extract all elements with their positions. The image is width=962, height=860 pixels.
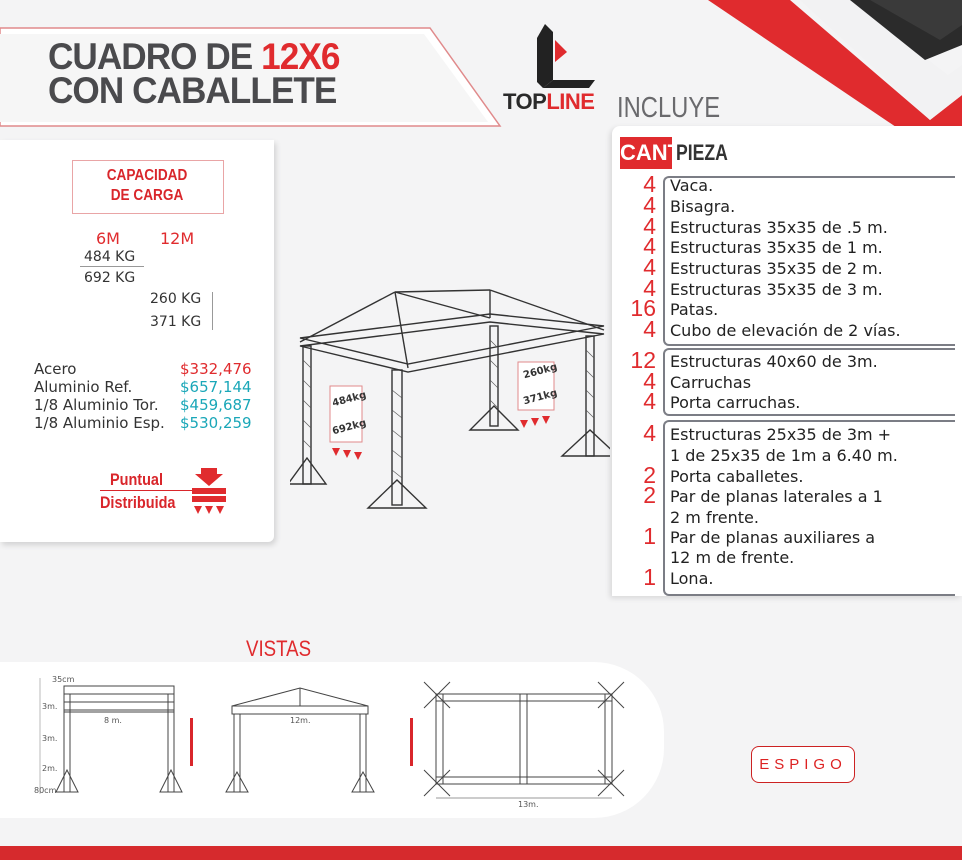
price-label: 1/8 Aluminio Tor.	[34, 396, 159, 414]
item-piece: Estructuras 35x35 de .5 m.	[670, 218, 888, 237]
load-left-top: 484kg	[331, 389, 368, 410]
load-right-top: 260kg	[522, 361, 559, 382]
vistas-separator-1	[190, 718, 193, 766]
logo-part1: TOP	[503, 89, 547, 114]
item-quantity: 4	[643, 233, 656, 259]
item-quantity: 1	[643, 564, 656, 590]
item-piece: Par de planas auxiliares a	[670, 528, 876, 547]
vistas-separator-2	[410, 718, 413, 766]
item-quantity: 4	[643, 368, 656, 394]
item-piece: Estructuras 35x35 de 1 m.	[670, 238, 883, 257]
legend-distribuida: Distribuida	[100, 493, 176, 512]
item-piece: 1 de 25x35 de 1m a 6.40 m.	[670, 446, 898, 465]
capacity-title	[83, 166, 211, 206]
item-quantity: 12	[630, 347, 656, 373]
side-view-drawing	[222, 682, 382, 797]
item-piece: Patas.	[670, 300, 719, 319]
item-piece: Estructuras 25x35 de 3m +	[670, 425, 892, 444]
logo-part2: LINE	[546, 89, 595, 114]
capacity-6m-value-2: 692 KG	[84, 270, 136, 286]
price-value: $459,687	[180, 396, 252, 414]
page-title	[48, 36, 340, 111]
capacity-title-line2: DE CARGA	[110, 187, 184, 204]
title-line1-highlight: 12X6	[261, 36, 340, 77]
capacity-col2-header: 12M	[160, 229, 195, 248]
logo-text	[503, 89, 594, 115]
item-quantity: 4	[643, 192, 656, 218]
item-quantity: 4	[643, 171, 656, 197]
price-value: $530,259	[180, 414, 252, 432]
side-label-12m: 12m.	[290, 716, 311, 725]
front-label-8m: 8 m.	[104, 716, 122, 725]
item-piece: 2 m frente.	[670, 508, 759, 527]
column-header-quantity: CANT.	[620, 137, 672, 169]
title-line1-prefix: CUADRO DE	[48, 36, 262, 77]
legend-divider	[100, 490, 192, 491]
column-header-piece: PIEZA	[676, 140, 728, 165]
legend-puntual: Puntual	[110, 470, 163, 489]
item-piece: Estructuras 35x35 de 2 m.	[670, 259, 883, 278]
item-piece: Lona.	[670, 569, 714, 588]
vistas-title: VISTAS	[246, 636, 312, 661]
item-piece: Estructuras 35x35 de 3 m.	[670, 280, 883, 299]
item-piece: Carruchas	[670, 373, 752, 392]
item-piece: 12 m de frente.	[670, 548, 795, 567]
capacity-col1-header: 6M	[96, 229, 120, 248]
item-piece: Vaca.	[670, 176, 714, 195]
load-arrows-icon	[190, 466, 228, 518]
item-quantity: 2	[643, 482, 656, 508]
title-line2: CON CABALLETE	[48, 70, 337, 111]
capacity-title-line1: CAPACIDAD	[106, 167, 188, 184]
front-label-3m-a: 3m.	[42, 702, 58, 711]
capacity-12m-value-2: 371 KG	[150, 314, 202, 330]
price-label: 1/8 Aluminio Esp.	[34, 414, 165, 432]
front-label-3m-b: 3m.	[42, 734, 58, 743]
item-quantity: 4	[643, 275, 656, 301]
load-right-bottom: 371kg	[522, 387, 559, 408]
bottom-accent-bar	[0, 846, 962, 860]
topline-logo-icon	[515, 22, 605, 92]
item-quantity: 4	[643, 254, 656, 280]
item-piece: Porta caballetes.	[670, 467, 804, 486]
item-piece: Porta carruchas.	[670, 393, 801, 412]
front-label-2m: 2m.	[42, 764, 58, 773]
price-value: $332,476	[180, 360, 252, 378]
top-label-13m: 13m.	[518, 800, 539, 809]
price-label: Aluminio Ref.	[34, 378, 133, 396]
item-quantity: 1	[643, 523, 656, 549]
item-piece: Cubo de elevación de 2 vías.	[670, 321, 901, 340]
item-quantity: 4	[643, 213, 656, 239]
capacity-divider-vertical	[212, 292, 213, 330]
front-label-35cm: 35cm	[52, 675, 75, 684]
includes-title: INCLUYE	[617, 92, 721, 124]
item-piece: Par de planas laterales a 1	[670, 487, 883, 506]
item-quantity: 4	[643, 388, 656, 414]
item-quantity: 2	[643, 462, 656, 488]
load-left-bottom: 692kg	[331, 417, 368, 438]
item-piece: Bisagra.	[670, 197, 736, 216]
price-value: $657,144	[180, 378, 252, 396]
price-label: Acero	[34, 360, 77, 378]
front-label-80cm: 80cm	[34, 786, 57, 795]
item-quantity: 4	[643, 420, 656, 446]
espigo-brand-button[interactable]: ESPIGO	[751, 746, 855, 783]
capacity-6m-value-1: 484 KG	[84, 249, 136, 265]
capacity-divider	[80, 266, 144, 267]
capacity-12m-value-1: 260 KG	[150, 291, 202, 307]
item-quantity: 4	[643, 316, 656, 342]
item-piece: Estructuras 40x60 de 3m.	[670, 352, 878, 371]
item-quantity: 16	[630, 295, 656, 321]
top-view-drawing	[420, 680, 640, 805]
